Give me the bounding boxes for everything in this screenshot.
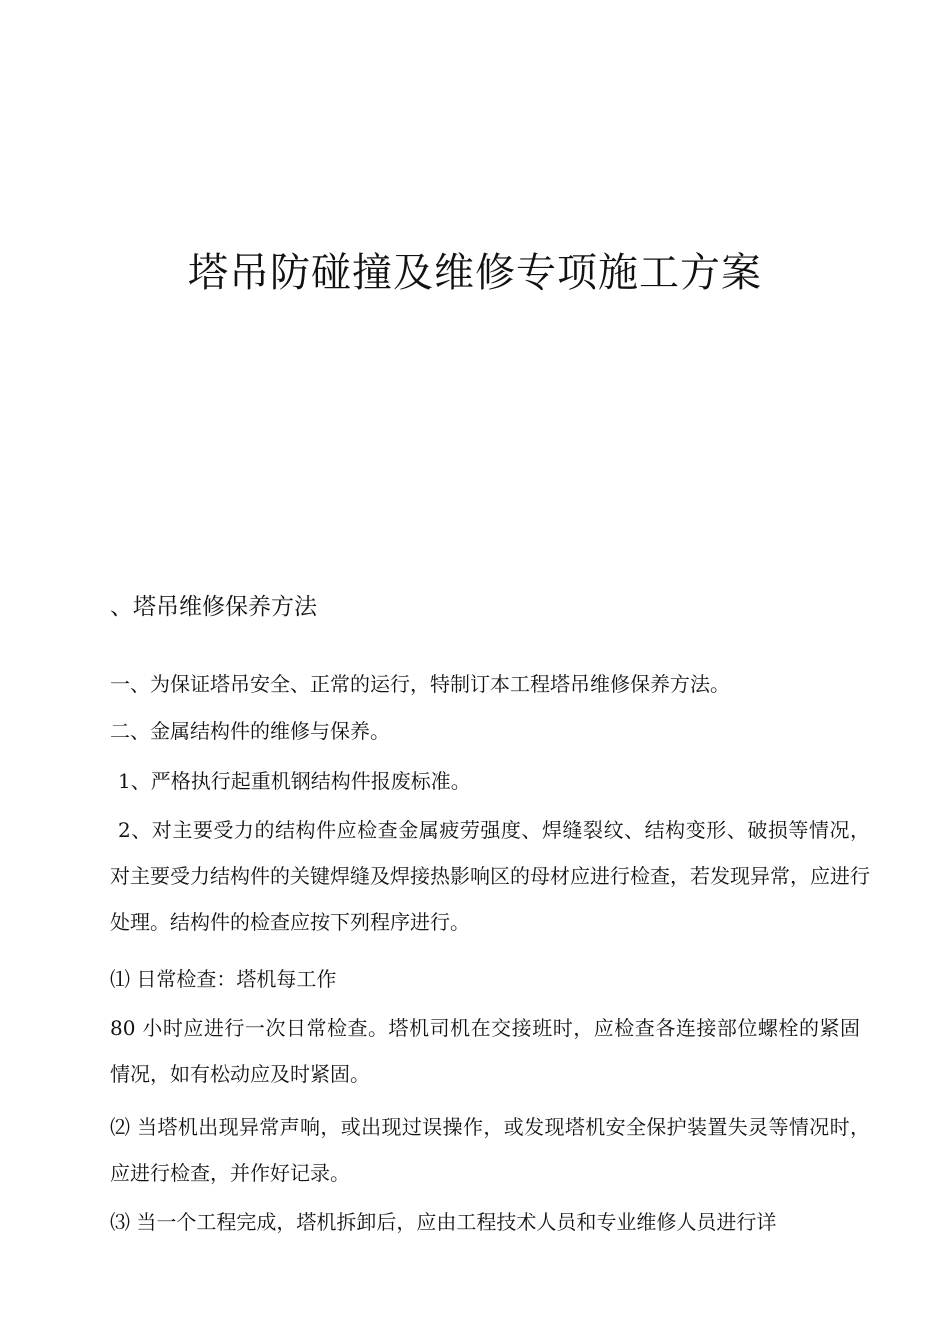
paragraph-8: ⑶ 当一个工程完成，塔机拆卸后，应由工程技术人员和专业维修人员进行详 — [110, 1210, 777, 1234]
section-heading: 、塔吊维修保养方法 — [110, 594, 317, 620]
document-title: 塔吊防碰撞及维修专项施工方案 — [188, 250, 762, 296]
paragraph-1: 一、为保证塔吊安全、正常的运行，特制订本工程塔吊维修保养方法。 — [110, 672, 730, 696]
paragraph-6: 80 小时应进行一次日常检查。塔机司机在交接班时，应检查各连接部位螺栓的紧固情况，如有松动应及时紧固。 — [110, 1016, 860, 1086]
paragraph-3: 1、严格执行起重机钢结构件报废标准。 — [118, 769, 471, 793]
paragraph-7: ⑵ 当塔机出现异常声响，或出现过误操作，或发现塔机安全保护装置失灵等情况时，应进行检查，并作好记录。 — [110, 1115, 870, 1185]
paragraph-5: ⑴ 日常检查：塔机每工作 — [110, 967, 337, 991]
paragraph-2: 二、金属结构件的维修与保养。 — [110, 719, 390, 743]
paragraph-4: 2、对主要受力的结构件应检查金属疲劳强度、焊缝裂纹、结构变形、破损等情况，对主要受力结构件的关键焊缝及焊接热影响区的母材应进行检查，若发现异常，应进行处理。结构件的检查应按下列程序进行。 — [110, 818, 870, 934]
